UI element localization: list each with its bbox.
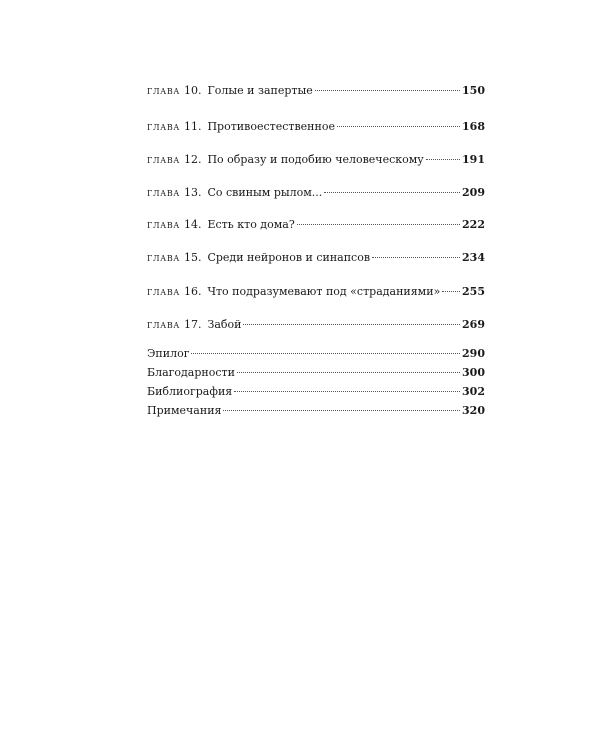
chapter-number: 17. bbox=[183, 318, 202, 331]
chapter-title: По образу и подобию человеческому bbox=[207, 153, 424, 166]
dot-leader bbox=[337, 126, 460, 127]
chapter-number: 11. bbox=[183, 120, 202, 133]
toc-chapter-13 bbox=[147, 186, 485, 200]
chapter-title: Что подразумевают под «страданиями» bbox=[207, 285, 441, 298]
page-number: 150 bbox=[462, 84, 485, 97]
dot-leader bbox=[442, 291, 460, 292]
section-title: Благодарности bbox=[147, 366, 235, 379]
chapter-number: 16. bbox=[183, 285, 202, 298]
dot-leader bbox=[315, 90, 460, 91]
dot-leader bbox=[426, 159, 460, 160]
toc-chapter-17 bbox=[147, 318, 485, 332]
page-number: 191 bbox=[462, 153, 485, 166]
toc-bibliography bbox=[147, 385, 485, 399]
page-number: 300 bbox=[462, 366, 485, 379]
page-number: 269 bbox=[462, 318, 485, 331]
chapter-number: 12. bbox=[183, 153, 202, 166]
chapter-label: глава bbox=[147, 318, 180, 331]
chapter-title: Забой bbox=[207, 318, 242, 331]
chapter-title: Среди нейронов и синапсов bbox=[207, 251, 371, 264]
page-number: 290 bbox=[462, 347, 485, 360]
page-number: 320 bbox=[462, 404, 485, 417]
chapter-label: глава bbox=[147, 186, 180, 199]
dot-leader bbox=[297, 224, 460, 225]
section-title: Эпилог bbox=[147, 347, 190, 360]
page-number: 222 bbox=[462, 218, 485, 231]
dot-leader bbox=[243, 324, 460, 325]
toc-chapter-15 bbox=[147, 251, 485, 265]
dot-leader bbox=[223, 410, 460, 411]
toc-notes bbox=[147, 404, 485, 418]
dot-leader bbox=[191, 353, 460, 354]
dot-leader bbox=[237, 372, 460, 373]
toc-chapter-14 bbox=[147, 218, 485, 232]
toc-epilogue bbox=[147, 347, 485, 361]
section-title: Примечания bbox=[147, 404, 222, 417]
dot-leader bbox=[234, 391, 460, 392]
dot-leader bbox=[324, 192, 460, 193]
chapter-title: Есть кто дома? bbox=[207, 218, 295, 231]
toc-chapter-16 bbox=[147, 285, 485, 299]
toc-chapter-11 bbox=[147, 120, 485, 134]
chapter-label: глава bbox=[147, 285, 180, 298]
chapter-title: Голые и запертые bbox=[207, 84, 313, 97]
chapter-number: 14. bbox=[183, 218, 202, 231]
chapter-label: глава bbox=[147, 218, 180, 231]
chapter-number: 13. bbox=[183, 186, 202, 199]
chapter-number: 10. bbox=[183, 84, 202, 97]
chapter-title: Со свиным рылом... bbox=[207, 186, 323, 199]
toc-chapter-10 bbox=[147, 84, 485, 98]
section-title: Библиография bbox=[147, 385, 233, 398]
chapter-label: глава bbox=[147, 84, 180, 97]
toc-acknowledgements bbox=[147, 366, 485, 380]
page-number: 255 bbox=[462, 285, 485, 298]
toc-chapter-12 bbox=[147, 153, 485, 167]
chapter-number: 15. bbox=[183, 251, 202, 264]
dot-leader bbox=[372, 257, 460, 258]
chapter-label: глава bbox=[147, 120, 180, 133]
page-number: 234 bbox=[462, 251, 485, 264]
chapter-label: глава bbox=[147, 153, 180, 166]
page-number: 302 bbox=[462, 385, 485, 398]
page-number: 209 bbox=[462, 186, 485, 199]
page-number: 168 bbox=[462, 120, 485, 133]
chapter-title: Противоестественное bbox=[207, 120, 335, 133]
chapter-label: глава bbox=[147, 251, 180, 264]
